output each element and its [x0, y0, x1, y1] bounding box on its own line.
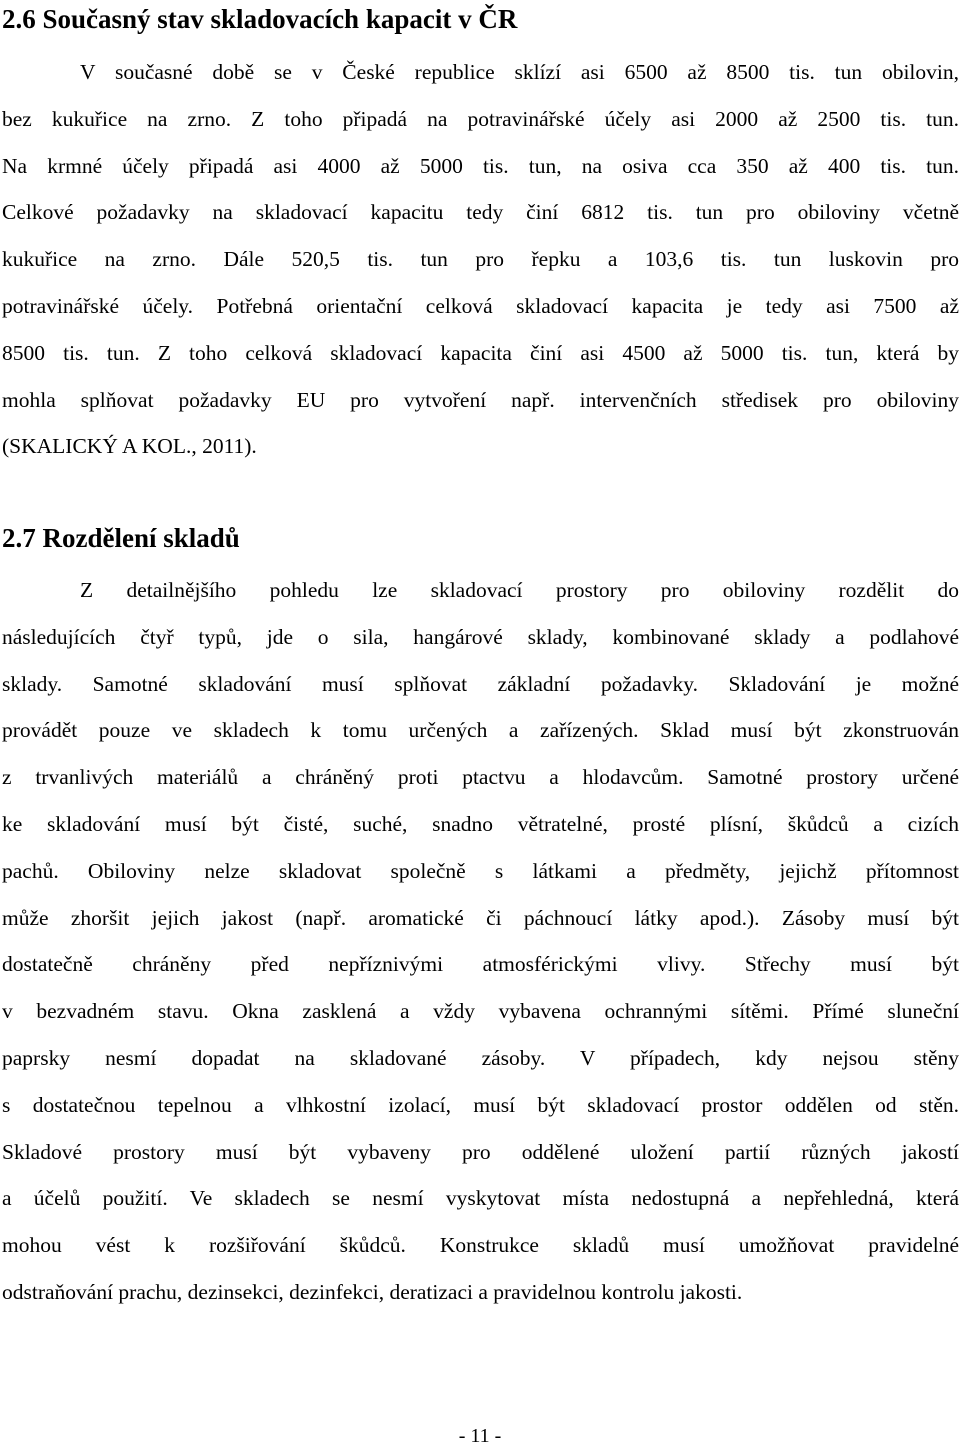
text-line: může zhoršit jejich jakost (např. aromatické či páchnoucí látky apod.). Zásoby musí být: [2, 905, 959, 930]
text-line: Skladové prostory musí být vybaveny pro oddělené uložení partií různých jakostí: [2, 1139, 959, 1164]
text-line: ke skladování musí být čisté, suché, snadno větratelné, prosté plísní, škůdců a cizích: [2, 811, 959, 836]
text-line: paprsky nesmí dopadat na skladované zásoby. V případech, kdy nejsou stěny: [2, 1045, 959, 1070]
text-line: mohou vést k rozšiřování škůdců. Konstrukce skladů musí umožňovat pravidelné: [2, 1233, 959, 1258]
text-line: bez kukuřice na zrno. Z toho připadá na potravinářské účely asi 2000 až 2500 tis. tun.: [2, 106, 959, 131]
paragraph-warehouse-types: [2, 567, 959, 1316]
text-line: z trvanlivých materiálů a chráněný proti ptactvu a hlodavcům. Samotné prostory určené: [2, 765, 959, 790]
text-line: mohla splňovat požadavky EU pro vytvoření např. intervenčních středisek pro obiloviny: [2, 387, 959, 412]
paragraph-storage-capacity: [2, 49, 959, 470]
text-line: potravinářské účely. Potřebná orientační celková skladovací kapacita je tedy asi 7500 až: [2, 293, 959, 318]
text-line: Celkové požadavky na skladovací kapacitu tedy činí 6812 tis. tun pro obiloviny včetně: [2, 200, 959, 225]
text-line: kukuřice na zrno. Dále 520,5 tis. tun pro řepku a 103,6 tis. tun luskovin pro: [2, 247, 959, 272]
text-line: s dostatečnou tepelnou a vlhkostní izolací, musí být skladovací prostor oddělen od stěn.: [2, 1092, 959, 1117]
text-line: následujících čtyř typů, jde o sila, hangárové sklady, kombinované sklady a podlahové: [2, 624, 959, 649]
text-line: Na krmné účely připadá asi 4000 až 5000 tis. tun, na osiva cca 350 až 400 tis. tun.: [2, 153, 959, 178]
text-line: provádět pouze ve skladech k tomu určených a zařízených. Sklad musí být zkonstruován: [2, 718, 959, 743]
text-line: V současné době se v České republice sklízí asi 6500 až 8500 tis. tun obilovin,: [80, 60, 959, 84]
section-heading-2-7: 2.7 Rozdělení skladů: [2, 523, 240, 553]
page-number: - 11 -: [458, 1425, 502, 1447]
text-line: v bezvadném stavu. Okna zasklená a vždy vybavena ochrannými sítěmi. Přímé sluneční: [2, 999, 959, 1024]
text-line: sklady. Samotné skladování musí splňovat základní požadavky. Skladování je možné: [2, 671, 959, 696]
text-line: pachů. Obiloviny nelze skladovat společně s látkami a předměty, jejichž přítomnost: [2, 858, 959, 883]
text-line: a účelů použití. Ve skladech se nesmí vyskytovat místa nedostupná a nepřehledná, která: [2, 1186, 959, 1211]
text-line: dostatečně chráněny před nepříznivými atmosférickými vlivy. Střechy musí být: [2, 952, 959, 977]
text-line: (SKALICKÝ A KOL., 2011).: [2, 434, 257, 459]
section-heading-2-6: 2.6 Současný stav skladovacích kapacit v ČR: [2, 4, 518, 34]
text-line: odstraňování prachu, dezinsekci, dezinfekci, deratizaci a pravidelnou kontrolu jakosti.: [2, 1279, 743, 1304]
text-line: Z detailnějšího pohledu lze skladovací prostory pro obiloviny rozdělit do: [80, 578, 959, 602]
text-line: 8500 tis. tun. Z toho celková skladovací kapacita činí asi 4500 až 5000 tis. tun, která by: [2, 340, 959, 365]
